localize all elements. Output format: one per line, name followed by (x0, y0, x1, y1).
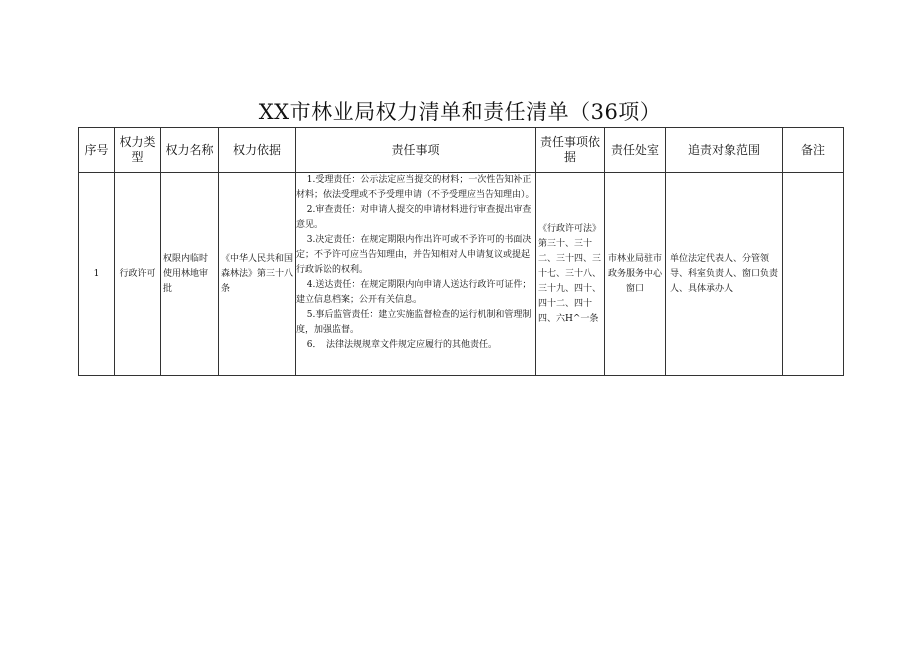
cell-duty-basis: 《行政许可法》第三十、三十二、三十四、三十七、三十八、三十九、四十、四十二、四十四、六H^一条 (536, 173, 605, 376)
cell-index: 1 (79, 173, 115, 376)
cell-power-name: 权限内临时使用林地审批 (161, 173, 219, 376)
header-power-name: 权力名称 (161, 128, 219, 173)
power-responsibility-table (78, 127, 844, 376)
header-index: 序号 (79, 128, 115, 173)
cell-duties (296, 173, 536, 376)
header-duty-basis: 责任事项依据 (536, 128, 605, 173)
cell-power-basis: 《中华人民共和国森林法》第三十八条 (219, 173, 296, 376)
header-duties: 责任事项 (296, 128, 536, 173)
duty-item: 3.决定责任：在规定期限内作出许可或不予许可的书面决定；不予许可应当告知理由，并告知相对人申请复议或提起行政诉讼的权利。 (296, 235, 532, 275)
header-power-type: 权力类型 (115, 128, 161, 173)
table-row (79, 173, 844, 376)
table-header-row (79, 128, 844, 173)
cell-power-type: 行政许可 (115, 173, 161, 376)
cell-remark (783, 173, 844, 376)
cell-accountability-scope: 单位法定代表人、分管领导、科室负责人、窗口负责人、具体承办人 (666, 173, 783, 376)
duty-item: 2.审查责任：对申请人提交的申请材料进行审查提出审查意见。 (296, 205, 532, 230)
header-accountability-scope: 追责对象范围 (666, 128, 783, 173)
header-power-basis: 权力依据 (219, 128, 296, 173)
duty-item: 4.送达责任：在规定期限内向申请人送达行政许可证件；建立信息档案；公开有关信息。 (296, 280, 532, 305)
header-remark: 备注 (783, 128, 844, 173)
duty-item: 5.事后监管责任：建立实施监督检查的运行机制和管理制度，加强监督。 (296, 310, 532, 335)
duty-item: 6． 法律法规规章文件规定应履行的其他责任。 (306, 340, 498, 350)
duty-item: 1.受理责任：公示法定应当提交的材料；一次性告知补正材料；依法受理或不予受理申请（不予受理应当告知理由）。 (296, 175, 535, 200)
header-office: 责任处室 (605, 128, 666, 173)
cell-office: 市林业局驻市政务服务中心窗口 (605, 173, 666, 376)
page-title: XX市林业局权力清单和责任清单（36项） (258, 100, 662, 124)
